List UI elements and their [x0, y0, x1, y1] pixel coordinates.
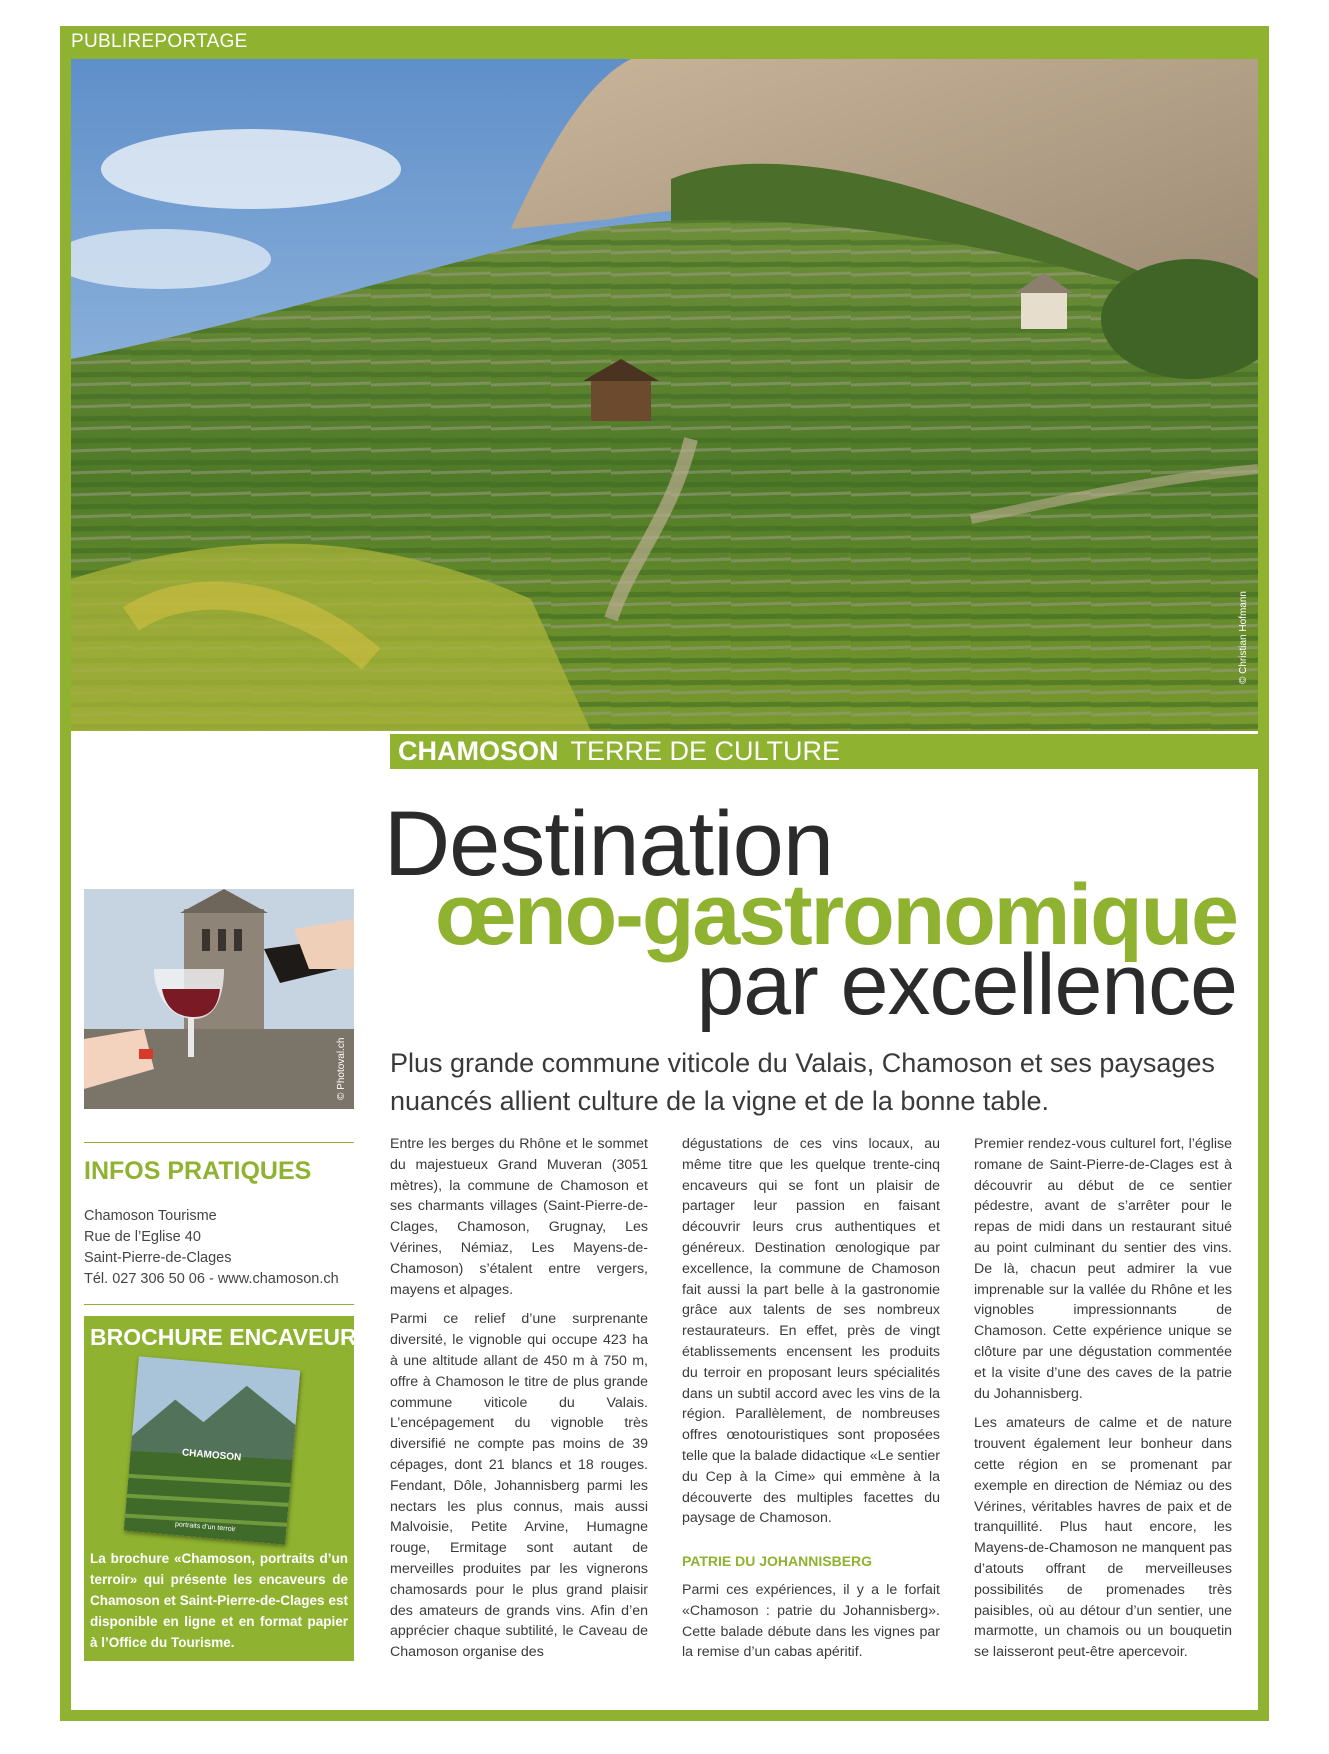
subtitle-bold: CHAMOSON	[398, 736, 559, 766]
section-heading: PATRIE DU JOHANNISBERG	[682, 1553, 873, 1570]
paragraph: Les amateurs de calme et de nature trouvent également leur bonheur dans cette région en se promenant par exemple en direction de Némiaz ou des Vérines, véritables havres de paix et de tranquillité. Plus haut encore, les Mayens-de-Chamoson ne manquent pas d’atouts offrant de merveilleuses possibilités de promenades très paisibles, où au détour d’un sentier, une marmotte, un chamois ou un bouquetin se laisseront peut-être apercevoir.	[974, 1415, 1232, 1661]
headline-line-1: Destination	[383, 793, 833, 895]
infos-line: Saint-Pierre-de-Clages	[84, 1250, 232, 1266]
hero-photo-vineyard	[71, 59, 1258, 731]
brochure-title: BROCHURE ENCAVEURS	[90, 1324, 372, 1350]
infos-pratiques-box	[84, 1142, 354, 1305]
paragraph: Premier rendez-vous culturel fort, l’église romane de Saint-Pierre-de-Clages est à découvrir au début de ce sentier pédestre, avant de s’arrêter pour le repas de midi dans un restaurant situé au point culminant du sentier des vins. De là, chacun peut admirer la vue imprenable sur la vallée du Rhône et les vignobles impressionnants de Chamoson. Cette expérience unique se clôture par une dégustation commentée et la visite d’une des caves de la patrie du Johannisberg.	[974, 1136, 1232, 1402]
infos-line: Chamoson Tourisme	[84, 1208, 217, 1224]
headline-line-2: œno-gastronomique	[434, 867, 1237, 963]
wine-pouring-photo	[84, 889, 354, 1109]
brochure-cover-subtitle: portraits d’un terroir	[174, 1521, 236, 1534]
brochure-box	[84, 1316, 372, 1661]
lead-paragraph: Plus grande commune viticole du Valais, Chamoson et ses paysages nuancés allient culture de la vigne et de la bonne table.	[390, 1048, 1215, 1116]
infos-title: INFOS PRATIQUES	[84, 1157, 312, 1185]
article-column-3	[974, 1134, 1232, 1672]
subtitle-text	[398, 736, 840, 767]
article-column-1	[390, 1134, 648, 1672]
section-label: PUBLIREPORTAGE	[71, 31, 248, 52]
subtitle-rest: TERRE DE CULTURE	[570, 736, 841, 766]
subtitle-band	[390, 734, 1258, 769]
brochure-cover-image	[124, 1356, 301, 1544]
infos-contact-line: Tél. 027 306 50 06 - www.chamoson.ch	[84, 1271, 339, 1287]
article-column-2	[682, 1134, 940, 1672]
brochure-cover-title: CHAMOSON	[181, 1447, 242, 1464]
paragraph: dégustations de ces vins locaux, au même titre que les quelque trente-cinq encaveurs qui se font un plaisir de partager leur passion en faisant découvrir leurs crus authentiques et généreux. Destination œnologique par excellence, la commune de Chamoson fait aussi la part belle à la gastronomie grâce aux talents de ses nombreux restaurateurs. En effet, près de vingt établissements encensent les produits du terroir en proposant leurs spécialités dans un subtil accord avec les vins de la région. Parallèlement, de nombreuses offres œnotouristiques sont proposées telle que la balade didactique «Le sentier du Cep à la Cime» qui emmène à la découverte des multiples facettes du paysage de Chamoson.	[682, 1136, 940, 1527]
headline-line-3: par excellence	[696, 937, 1237, 1033]
paragraph: Parmi ces expériences, il y a le forfait «Chamoson : patrie du Johannisberg». Cette balade débute dans les vignes par la remise d’un cabas apéritif.	[682, 1581, 940, 1661]
paragraph: Entre les berges du Rhône et le sommet du majestueux Grand Muveran (3051 mètres), la commune de Chamoson et ses charmants villages (Saint-Pierre-de-Clages, Chamoson, Grugnay, Les Vérines, Némiaz, Les Mayens-de-Chamoson) s’étalent entre vergers, mayens et alpages.	[390, 1136, 648, 1298]
divider	[84, 1142, 354, 1143]
brochure-text: La brochure «Chamoson, portraits d’un terroir» qui présente les encaveurs de Chamoson et Saint-Pierre-de-Clages est disponible en ligne et en format papier à l’Office du Tourisme.	[90, 1551, 348, 1650]
divider	[84, 1304, 354, 1305]
small-photo-credit: © Photoval.ch	[336, 1037, 347, 1100]
paragraph: Parmi ce relief d’une surprenante diversité, le vignoble qui occupe 423 ha à une altitude allant de 450 m à 750 m, offre à Chamoson le titre de plus grande commune viticole du Valais. L’encépagement du vignoble très diversifié ne compte pas moins de 39 cépages, dont 21 blancs et 18 rouges. Fendant, Dôle, Johannisberg parmi les nectars les plus connus, mais aussi Malvoisie, Petite Arvine, Humagne rouge, Ermitage sont autant de merveilles produites par les vignerons chamosards pour le plus grand plaisir des amateurs de grands vins. Afin d’en apprécier chaque subtilité, le Caveau de Chamoson organise des	[390, 1311, 648, 1661]
infos-line: Rue de l’Eglise 40	[84, 1229, 201, 1245]
hero-photo-credit: © Christian Hofmann	[1238, 591, 1249, 684]
